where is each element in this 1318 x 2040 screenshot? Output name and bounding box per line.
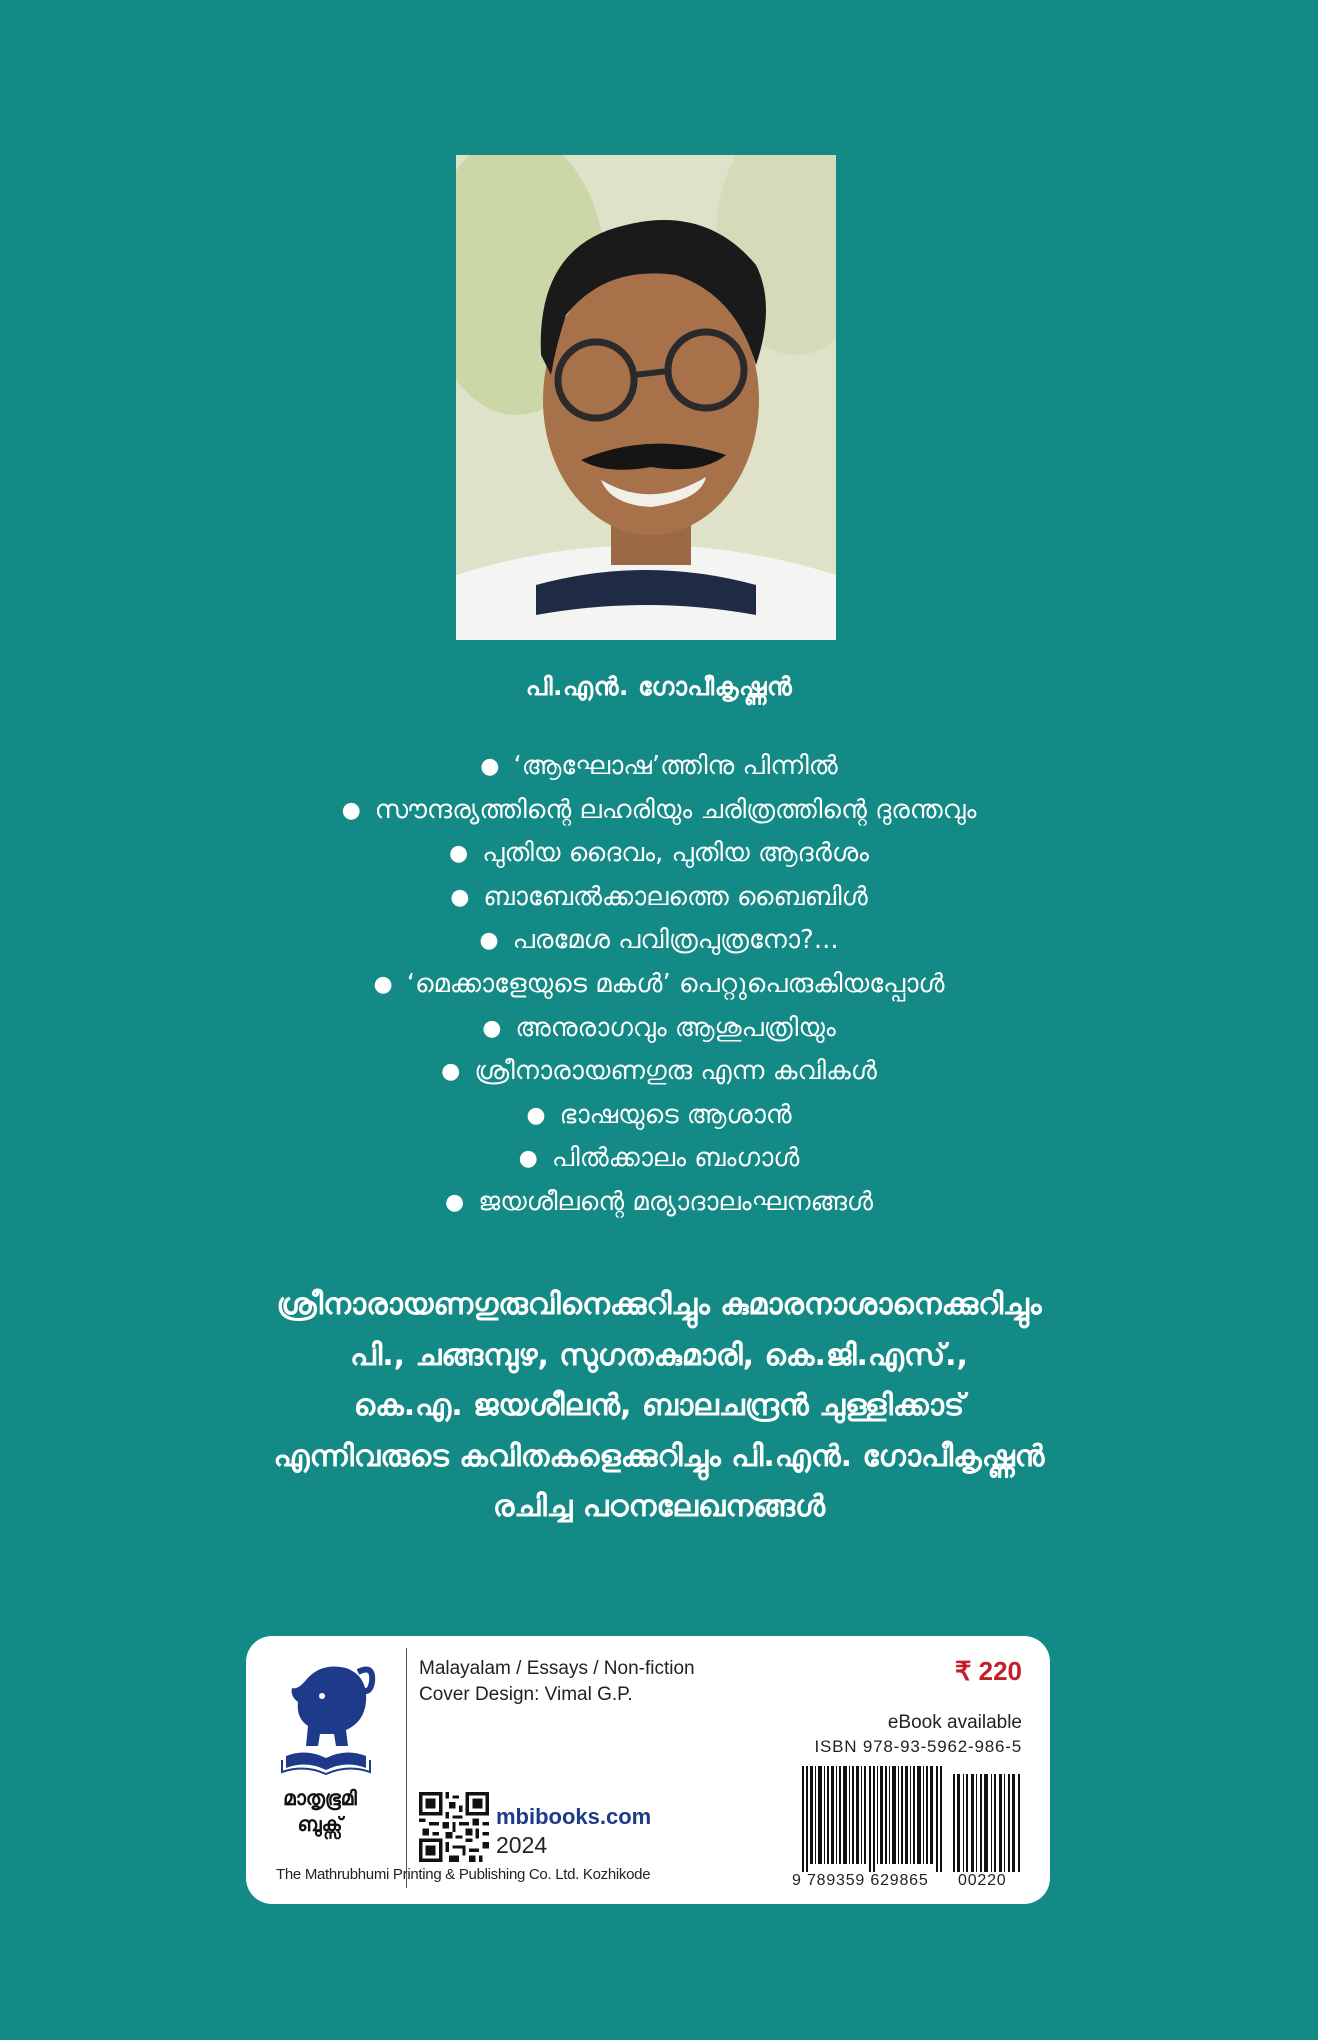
- barcode-addon-number: 00220: [958, 1872, 1007, 1889]
- bullet-icon: ●: [373, 971, 393, 997]
- book-blurb: [60, 1280, 1258, 1533]
- bullet-icon: ●: [482, 1015, 502, 1041]
- website-link[interactable]: mbibooks.com: [496, 1804, 652, 1829]
- chapter-title: ബാബേൽക്കാലത്തെ ബൈബിൾ: [483, 881, 868, 912]
- bullet-icon: ●: [449, 841, 469, 867]
- qr-code-icon: [419, 1792, 489, 1862]
- chapter-title: ‘ആഘോഷ’ത്തിനു പിന്നിൽ: [513, 751, 838, 781]
- list-item: [0, 1181, 1318, 1225]
- blurb-line: കെ.എ. ജയശീലൻ, ബാലചന്ദ്രൻ ചുള്ളിക്കാട്: [353, 1388, 965, 1423]
- bullet-icon: ●: [450, 884, 470, 910]
- publication-year: 2024: [496, 1832, 548, 1858]
- chapter-title: ഭാഷയുടെ ആശാൻ: [559, 1099, 792, 1130]
- bullet-icon: ●: [526, 1102, 546, 1128]
- chapter-title: ‘മെക്കാളേയുടെ മകൾ’ പെറ്റുപെരുകിയപ്പോൾ: [406, 968, 945, 999]
- logo-line: മാതൃഭൂമി: [283, 1788, 357, 1810]
- list-item: [0, 832, 1318, 876]
- bullet-icon: ●: [441, 1059, 461, 1085]
- barcode-addon-icon: [953, 1766, 1023, 1872]
- divider: [406, 1648, 407, 1888]
- genre-label: Malayalam / Essays / Non-fiction: [419, 1658, 695, 1679]
- barcode-icon: [802, 1766, 942, 1872]
- list-item: [0, 1007, 1318, 1051]
- list-item: [0, 1094, 1318, 1138]
- contents-list: [0, 745, 1318, 1225]
- bullet-icon: ●: [445, 1189, 465, 1215]
- blurb-line: ശ്രീനാരായണഗുരുവിനെക്കുറിച്ചും കുമാരനാശാനെക്കുറിച്ചും: [276, 1287, 1042, 1322]
- list-item: [0, 789, 1318, 833]
- chapter-title: ശ്രീനാരായണഗുരു എന്ന കവികൾ: [474, 1056, 877, 1087]
- publisher-name: The Mathrubhumi Printing & Publishing Co. Ltd. Kozhikode: [276, 1866, 651, 1883]
- list-item: [0, 876, 1318, 920]
- price-label: ₹ 220: [954, 1656, 1022, 1686]
- bullet-icon: ●: [518, 1146, 538, 1172]
- publisher-info-box: [246, 1636, 1050, 1904]
- list-item: [0, 963, 1318, 1007]
- bullet-icon: ●: [341, 797, 361, 823]
- publisher-logo-text: [270, 1786, 370, 1838]
- logo-line: ബുക്സ്: [297, 1814, 343, 1836]
- chapter-title: ജയശീലന്റെ മര്യാദാലംഘനങ്ങൾ: [478, 1186, 873, 1217]
- blurb-line: എന്നിവരുടെ കവിതകളെക്കുറിച്ചും പി.എൻ. ഗോപീകൃഷ്ണൻ: [273, 1438, 1045, 1474]
- blurb-line: രചിച്ച പഠനലേഖനങ്ങൾ: [492, 1489, 826, 1524]
- list-item: [0, 919, 1318, 963]
- chapter-title: സൗന്ദര്യത്തിന്റെ ലഹരിയും ചരിത്രത്തിന്റെ ദുരന്തവും: [374, 794, 977, 825]
- chapter-title: പരമേശ പവിത്രപുത്രനോ?...: [512, 925, 839, 956]
- ebook-availability: eBook available: [887, 1712, 1022, 1733]
- bullet-icon: ●: [480, 754, 500, 779]
- cover-design-credit: Cover Design: Vimal G.P.: [419, 1684, 633, 1705]
- chapter-title: പിൽക്കാലം ബംഗാൾ: [551, 1143, 800, 1174]
- chapter-title: അനുരാഗവും ആശുപത്രിയും: [515, 1012, 836, 1043]
- author-photo: [456, 155, 836, 640]
- bullet-icon: ●: [479, 928, 499, 954]
- isbn-number: ISBN 978-93-5962-986-5: [814, 1737, 1022, 1756]
- elephant-book-logo-icon: [276, 1660, 376, 1780]
- list-item: [0, 1137, 1318, 1181]
- chapter-title: പുതിയ ദൈവം, പുതിയ ആദർശം: [482, 838, 869, 869]
- barcode-number: 9 789359 629865: [792, 1872, 929, 1889]
- author-name: പി.എൻ. ഗോപീകൃഷ്ണൻ: [525, 672, 793, 701]
- list-item: [0, 745, 1318, 789]
- list-item: [0, 1050, 1318, 1094]
- blurb-line: പി., ചങ്ങമ്പുഴ, സുഗതകുമാരി, കെ.ജി.എസ്.,: [350, 1337, 968, 1373]
